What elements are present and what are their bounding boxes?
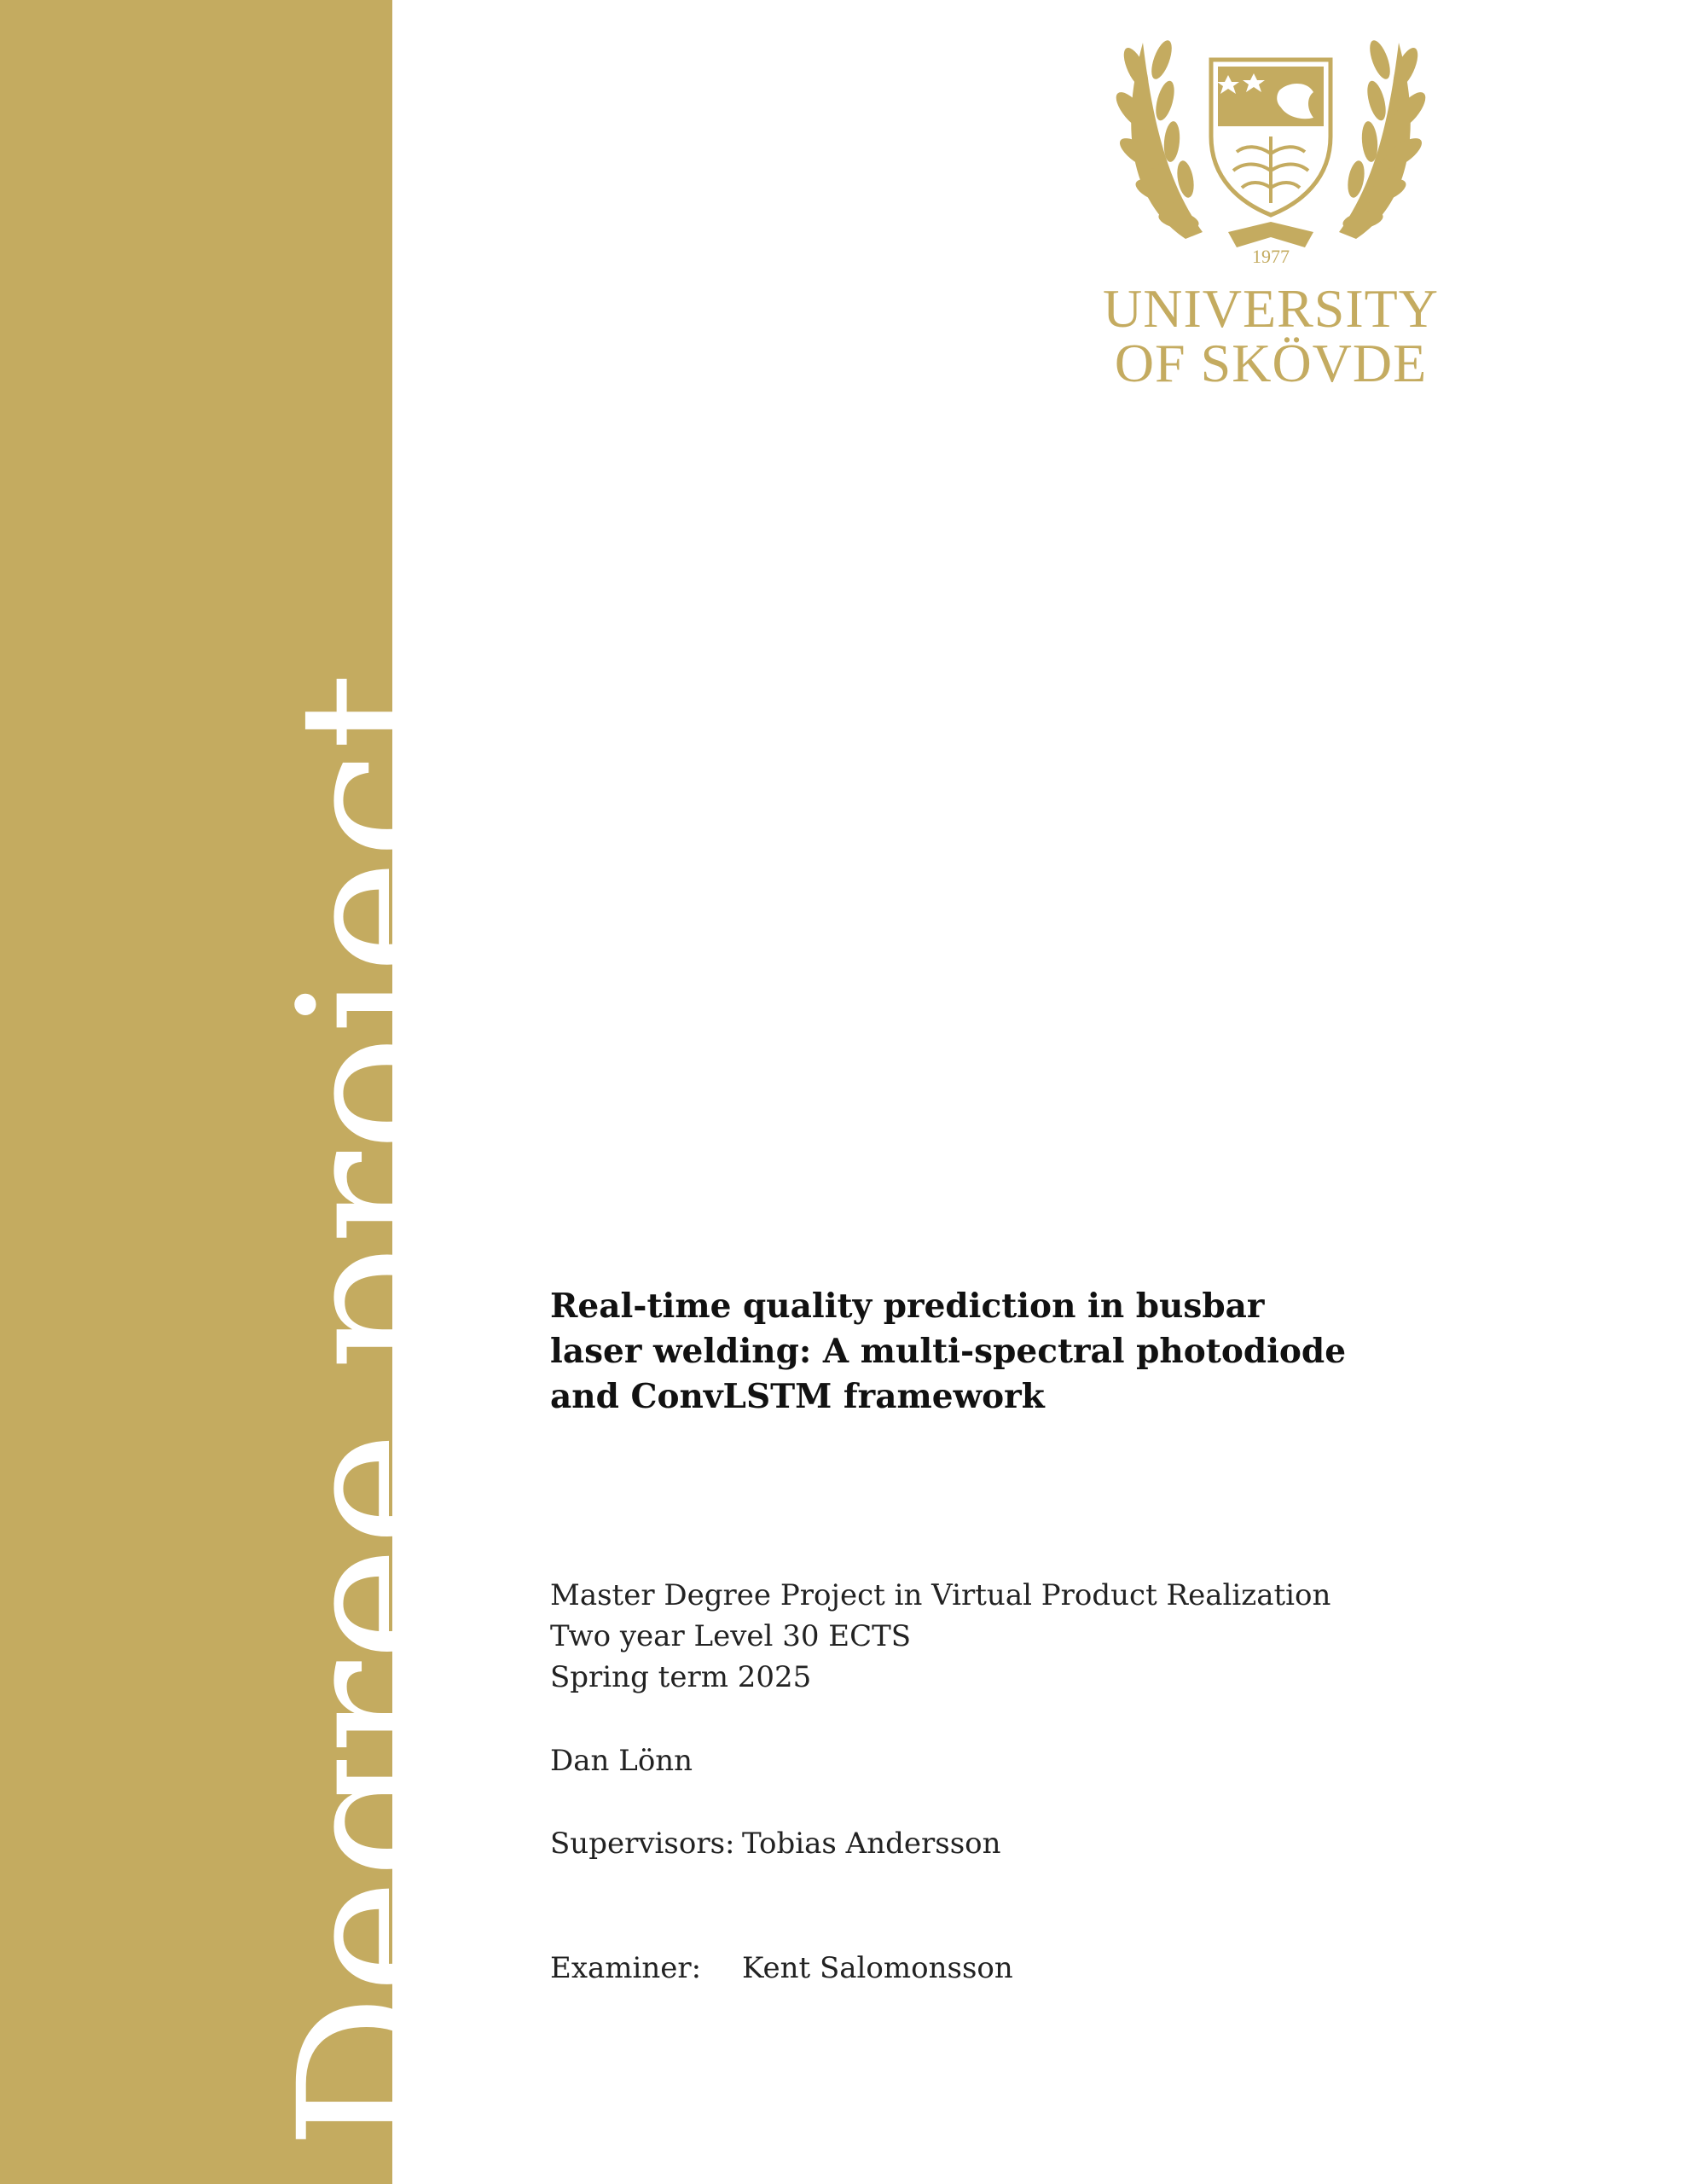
program-term: Spring term 2025 — [550, 1660, 812, 1694]
thesis-title-line1: Real-time quality prediction in busbar — [550, 1287, 1265, 1326]
program-info — [550, 1575, 1330, 1698]
thesis-title-line2: laser welding: A multi-spectral photodiode — [550, 1332, 1347, 1371]
supervisors-label: Supervisors: — [550, 1827, 735, 1861]
university-logo — [1083, 9, 1458, 401]
thesis-title-line3: and ConvLSTM framework — [550, 1377, 1045, 1416]
examiner-label: Examiner: — [550, 1951, 702, 1985]
university-name-line2: OF SKÖVDE — [1114, 333, 1428, 393]
thesis-title — [550, 1284, 1505, 1420]
program-name: Master Degree Project in Virtual Product Realization — [550, 1578, 1331, 1612]
founding-year: 1977 — [1252, 246, 1290, 267]
author-name: Dan Lönn — [550, 1744, 693, 1778]
examiner-row — [550, 1948, 1013, 1989]
examiner-value: Kent Salomonsson — [742, 1951, 1013, 1985]
supervisors-value: Tobias Andersson — [742, 1827, 1001, 1861]
laurel-crest-icon — [1083, 9, 1458, 282]
degree-project-label: Degree project — [257, 671, 484, 2150]
supervisors-row — [550, 1823, 1001, 1864]
side-band — [0, 0, 484, 2184]
program-level: Two year Level 30 ECTS — [550, 1619, 912, 1653]
university-name-line1: UNIVERSITY — [1103, 278, 1439, 339]
